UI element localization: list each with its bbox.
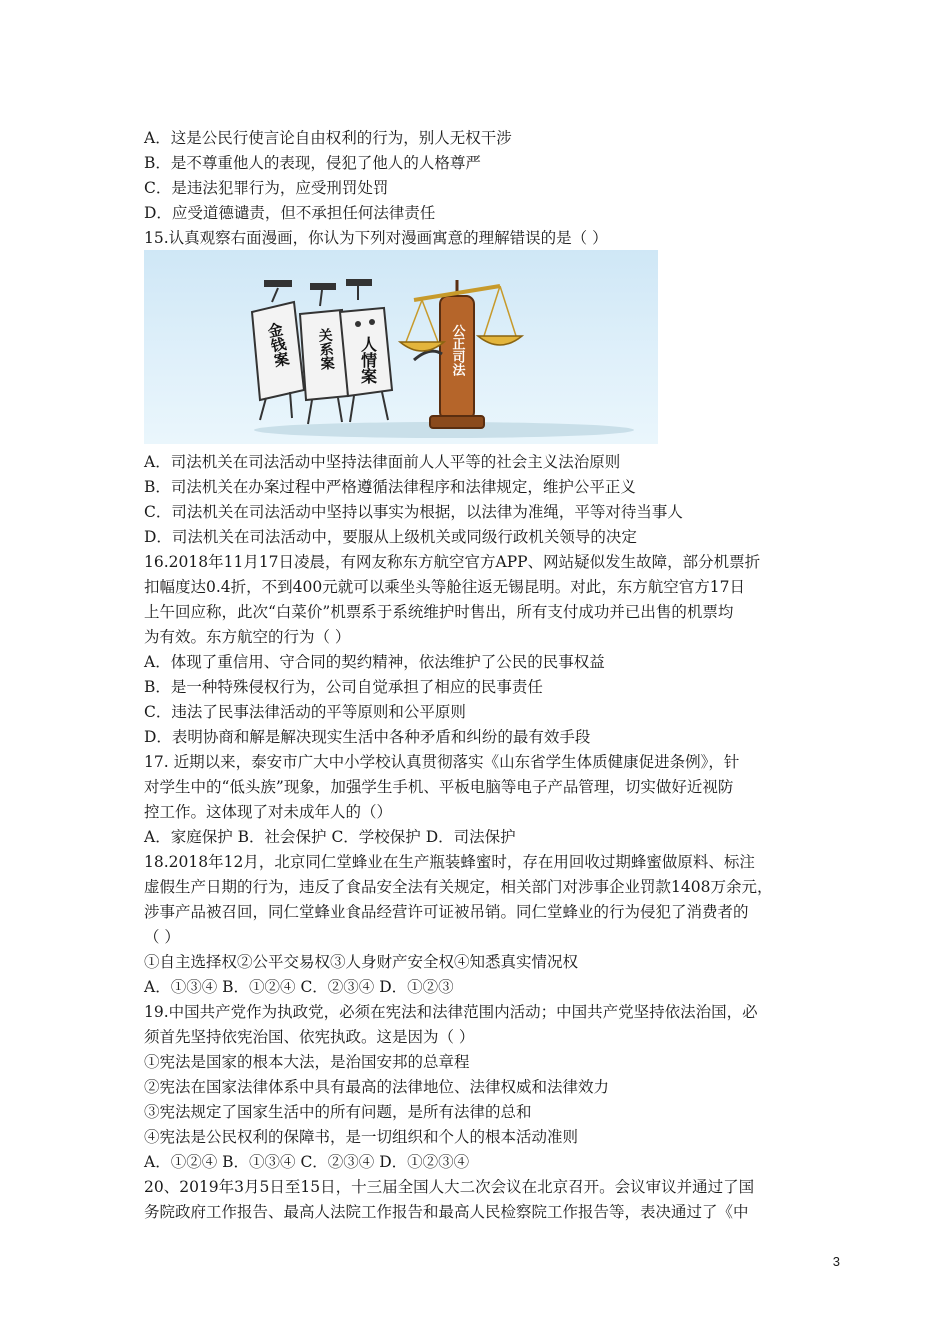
text-line: D．表明协商和解是解决现实生活中各种矛盾和纠纷的最有效手段: [144, 728, 591, 746]
text-line: ③宪法规定了国家生活中的所有问题，是所有法律的总和: [144, 1103, 532, 1121]
justice-pillar-label: 公正司法: [449, 324, 465, 376]
text-line: A．①②④ B．①③④ C．②③④ D．①②③④: [144, 1153, 470, 1171]
text-line: A．体现了重信用、守合同的契约精神，依法维护了公民的民事权益: [144, 653, 605, 671]
text-line: 对学生中的“低头族”现象，加强学生手机、平板电脑等电子产品管理，切实做好近视防: [144, 778, 734, 796]
case-favor-label: 人情案: [358, 336, 378, 384]
text-line: 上午回应称，此次“白菜价”机票系于系统维护时售出，所有支付成功并已出售的机票均: [144, 603, 734, 621]
text-line: 控工作。这体现了对未成年人的（）: [144, 803, 393, 821]
text-line: 扣幅度达0.4折，不到400元就可以乘坐头等舱往返无锡昆明。对此，东方航空官方17日: [144, 578, 745, 596]
text-line: ①自主选择权②公平交易权③人身财产安全权④知悉真实情况权: [144, 953, 579, 971]
text-line: 须首先坚持依宪治国、依宪执政。这是因为（ ）: [144, 1028, 475, 1046]
question-18: 18.2018年12月，北京同仁堂蜂业在生产瓶装蜂蜜时，存在用回收过期蜂蜜做原料、标注: [144, 853, 755, 871]
question-20: 20、2019年3月5日至15日，十三届全国人大二次会议在北京召开。会议审议并通过了国: [144, 1178, 755, 1196]
page-number: 3: [832, 1254, 840, 1269]
text-line: C．是违法犯罪行为，应受刑罚处罚: [144, 179, 389, 197]
text-line: B．司法机关在办案过程中严格遵循法律程序和法律规定，维护公平正义: [144, 478, 636, 496]
text-line: B．是不尊重他人的表现，侵犯了他人的人格尊严: [144, 154, 481, 172]
text-line: 虚假生产日期的行为，违反了食品安全法有关规定，相关部门对涉事企业罚款1408万余元，: [144, 878, 773, 896]
text-line: A．①③④ B．①②④ C．②③④ D．①②③: [144, 978, 454, 996]
text-line: 涉事产品被召回，同仁堂蜂业食品经营许可证被吊销。同仁堂蜂业的行为侵犯了消费者的: [144, 903, 749, 921]
text-line: ④宪法是公民权利的保障书，是一切组织和个人的根本活动准则: [144, 1128, 579, 1146]
question-17: 17. 近期以来，泰安市广大中小学校认真贯彻落实《山东省学生体质健康促进条例》，针: [144, 753, 740, 771]
text-line: B．是一种特殊侵权行为，公司自觉承担了相应的民事责任: [144, 678, 543, 696]
question-15: 15.认真观察右面漫画，你认为下列对漫画寓意的理解错误的是（ ）: [144, 229, 608, 247]
text-line: 务院政府工作报告、最高人法院工作报告和最高人民检察院工作报告等，表决通过了《中: [144, 1203, 749, 1221]
text-line: A．家庭保护 B．社会保护 C．学校保护 D．司法保护: [144, 828, 516, 846]
text-line: C．司法机关在司法活动中坚持以事实为根据，以法律为准绳，平等对待当事人: [144, 503, 683, 521]
text-line: ①宪法是国家的根本大法，是治国安邦的总章程: [144, 1053, 470, 1071]
cartoon-illustration: [144, 250, 658, 444]
text-line: A．司法机关在司法活动中坚持法律面前人人平等的社会主义法治原则: [144, 453, 621, 471]
question-19: 19.中国共产党作为执政党，必须在宪法和法律范围内活动；中国共产党坚持依法治国，必: [144, 1003, 758, 1021]
text-line: ②宪法在国家法律体系中具有最高的法律地位、法律权威和法律效力: [144, 1078, 610, 1096]
text-line: D．应受道德谴责，但不承担任何法律责任: [144, 204, 436, 222]
question-16: 16.2018年11月17日凌晨，有网友称东方航空官方APP、网站疑似发生故障，部分机票折: [144, 553, 761, 571]
text-line: 为有效。东方航空的行为（ ）: [144, 628, 351, 646]
text-line: C．违法了民事法律活动的平等原则和公平原则: [144, 703, 466, 721]
case-relation-label: 关系案: [316, 327, 336, 371]
text-line: D．司法机关在司法活动中，要服从上级机关或同级行政机关领导的决定: [144, 528, 637, 546]
text-line: A．这是公民行使言论自由权利的行为，别人无权干涉: [144, 129, 512, 147]
text-line: （ ）: [144, 928, 180, 946]
case-money-label: 金钱案: [264, 320, 292, 369]
